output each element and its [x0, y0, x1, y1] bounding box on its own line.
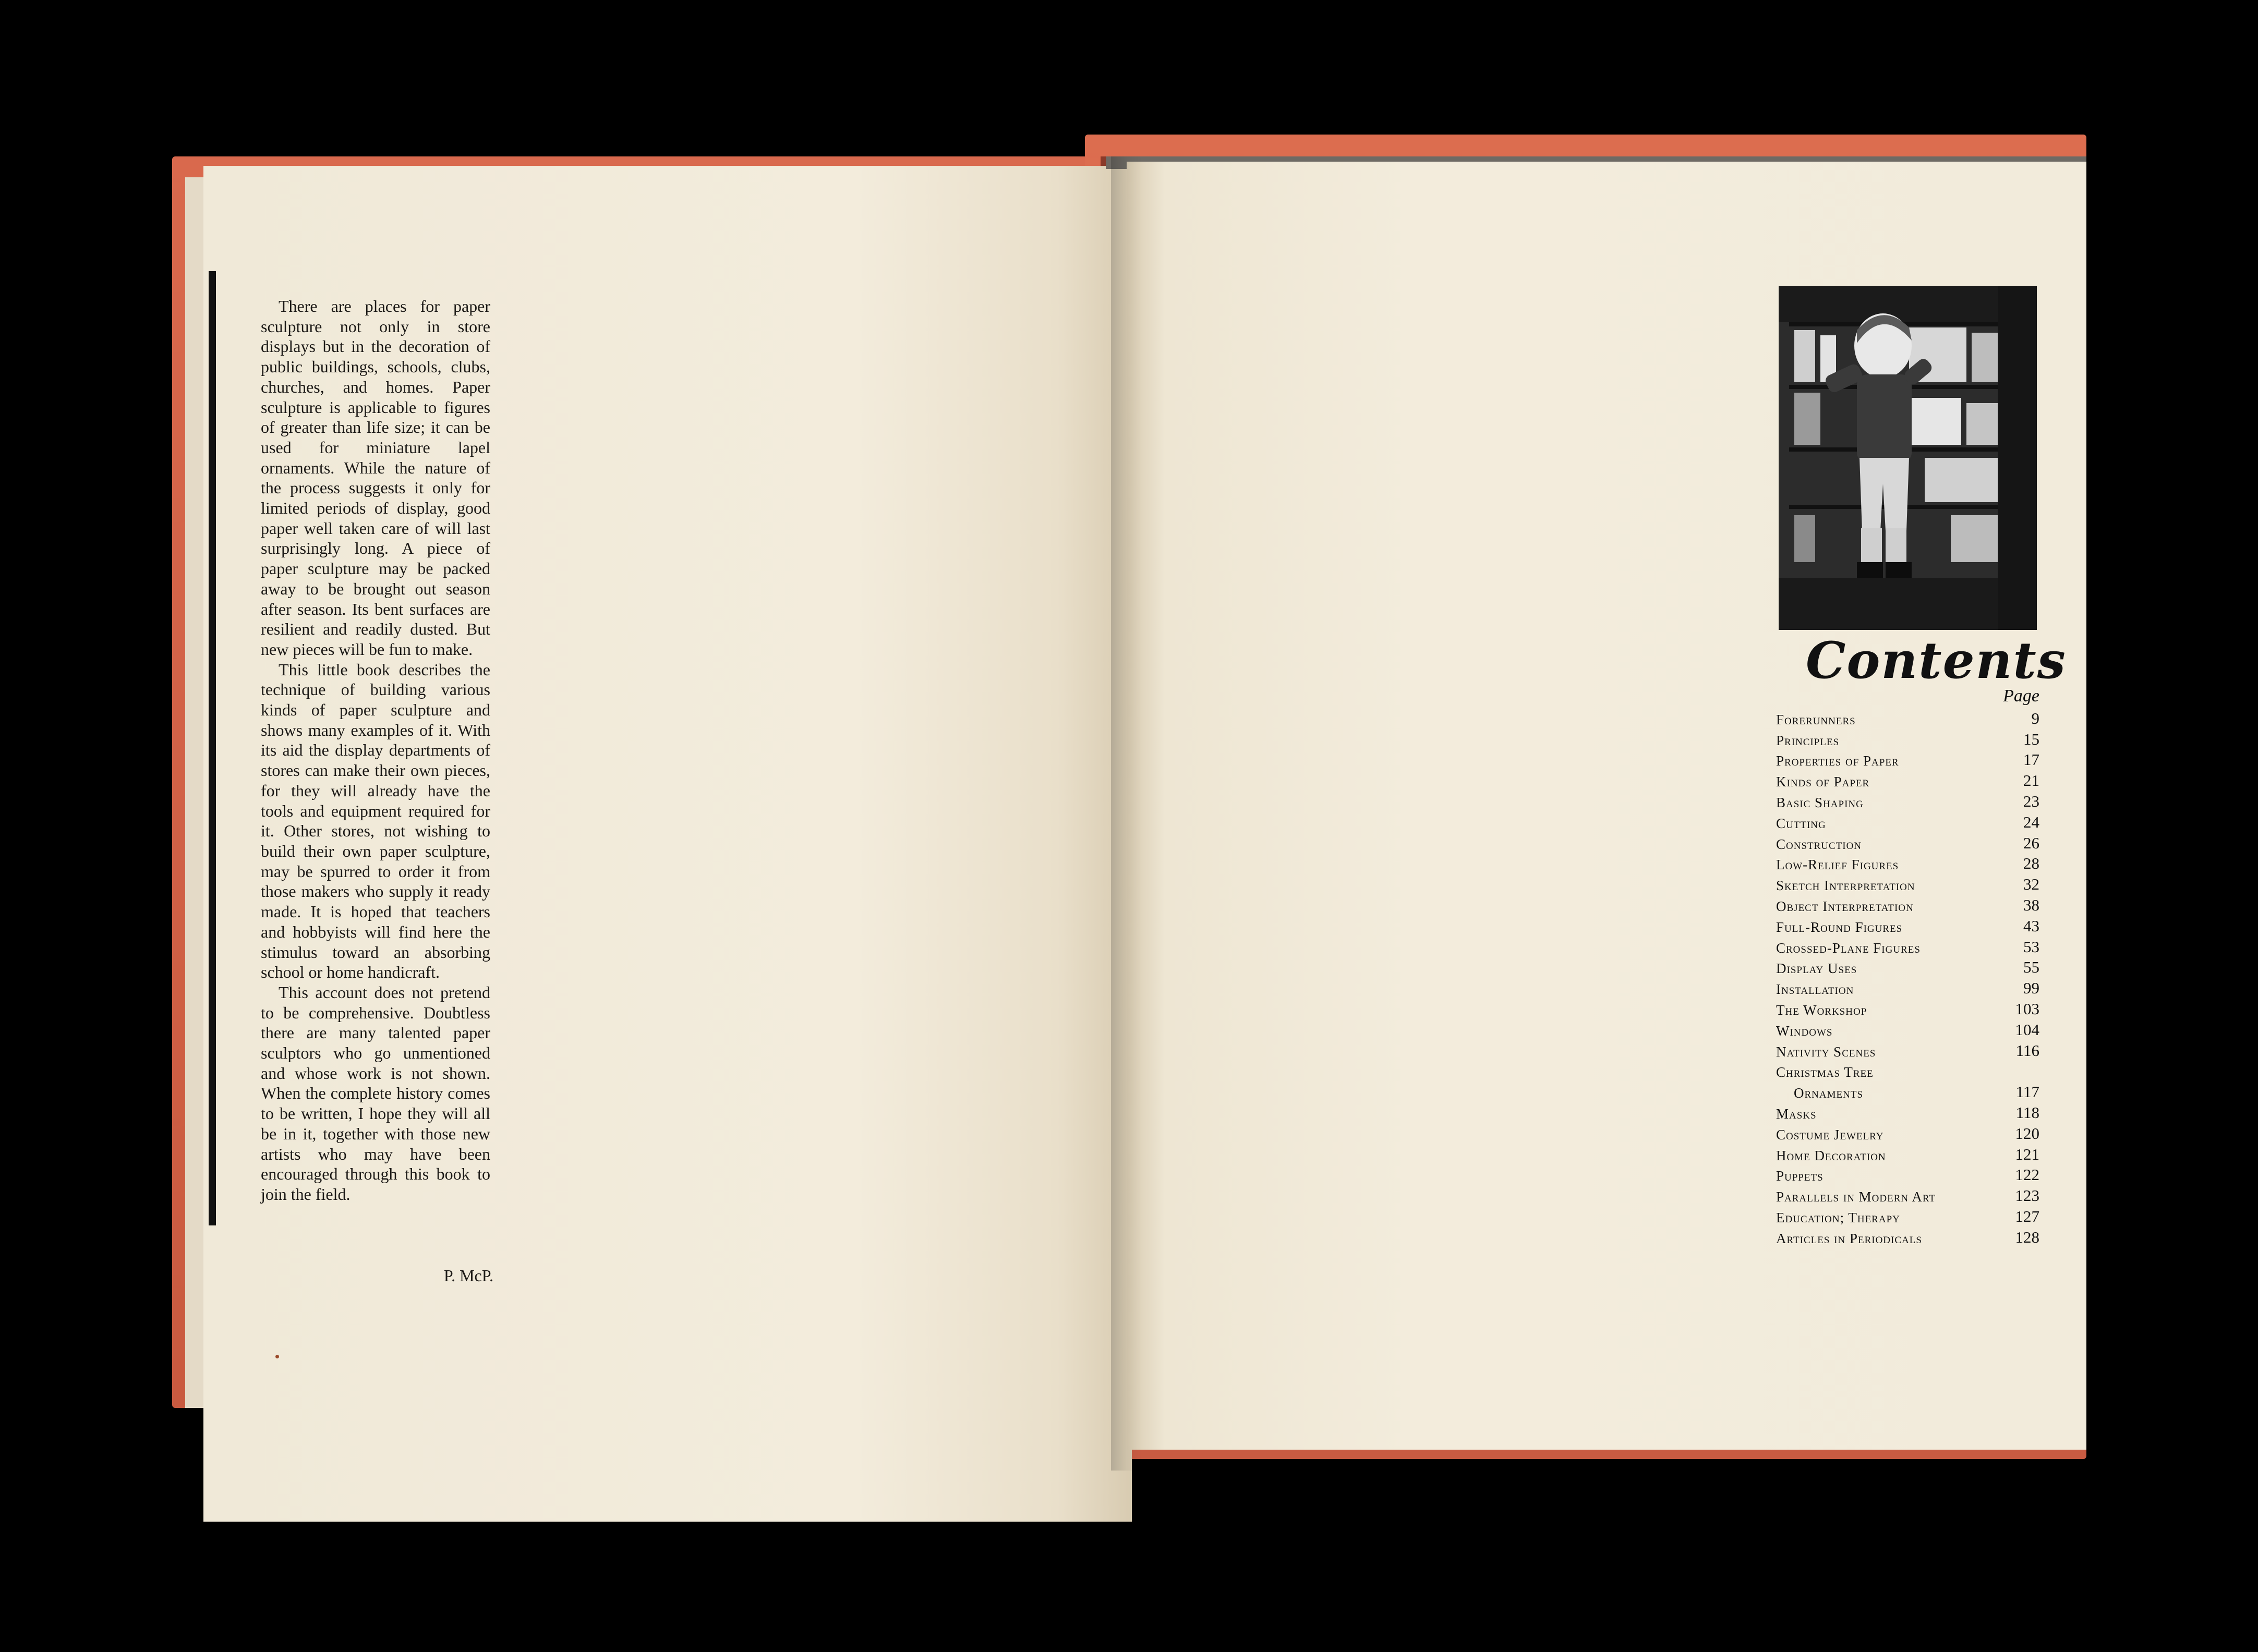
contents-entry-title: Crossed-Plane Figures: [1776, 940, 1921, 956]
contents-entry-title: Education; Therapy: [1776, 1209, 1900, 1225]
contents-entry-title: Object Interpretation: [1776, 898, 1914, 914]
contents-entry: [1776, 1080, 2039, 1101]
page-column-label: Page: [2003, 686, 2039, 706]
contents-entry-page: 99: [2023, 979, 2039, 998]
contents-entry-page: 104: [2015, 1020, 2039, 1039]
contents-entry-title: Puppets: [1776, 1168, 1824, 1184]
contents-entry: [1776, 1122, 2039, 1143]
contents-entry-title: Parallels in Modern Art: [1776, 1189, 1936, 1205]
contents-entry-title: Nativity Scenes: [1776, 1043, 1876, 1060]
contents-entry: [1776, 1226, 2039, 1247]
contents-entry-page: 17: [2023, 750, 2039, 769]
contents-entry: [1776, 1018, 2039, 1039]
contents-entry: [1776, 1101, 2039, 1122]
contents-entry-title: Sketch Interpretation: [1776, 878, 1915, 894]
contents-entry-page: 117: [2015, 1083, 2039, 1101]
paper-speck: [275, 1355, 279, 1358]
contents-entry-title: Installation: [1776, 981, 1854, 998]
contents-heading: Contents: [1806, 631, 2067, 690]
contents-entry-title: Properties of Paper: [1776, 753, 1899, 769]
contents-entry-page: 24: [2023, 812, 2039, 831]
contents-entry-title: Full-Round Figures: [1776, 919, 1903, 935]
contents-entry: [1776, 977, 2039, 998]
contents-entry: [1776, 873, 2039, 894]
contents-entry-page: 122: [2015, 1165, 2039, 1184]
contents-entry: [1776, 1205, 2039, 1226]
contents-entry: [1776, 956, 2039, 977]
contents-entry-page: 55: [2023, 958, 2039, 977]
author-signature: P. McP.: [443, 1266, 493, 1285]
contents-entry-title: Forerunners: [1776, 711, 1856, 727]
contents-entry: [1776, 1039, 2039, 1060]
contents-entry-page: 38: [2023, 895, 2039, 914]
contents-entry: [1776, 707, 2039, 728]
contents-entry-title: Basic Shaping: [1776, 794, 1864, 810]
contents-entry-page: 127: [2015, 1207, 2039, 1225]
page-margin-strip: [209, 271, 216, 1225]
contents-entry: [1776, 1143, 2039, 1164]
contents-entry-page: 103: [2015, 999, 2039, 1018]
contents-entry-title: Ornaments: [1794, 1085, 1864, 1101]
contents-entry: [1776, 936, 2039, 956]
contents-entry: [1776, 915, 2039, 936]
contents-entry-page: 118: [2015, 1103, 2039, 1122]
contents-entry-title: Home Decoration: [1776, 1147, 1886, 1163]
contents-entry-page: 28: [2023, 854, 2039, 873]
contents-entry: [1776, 728, 2039, 749]
contents-entry: [1776, 1184, 2039, 1205]
contents-list: [1776, 707, 2039, 1247]
contents-entry-title: Christmas Tree: [1776, 1064, 1874, 1080]
contents-entry-page: 128: [2015, 1228, 2039, 1246]
contents-entry-page: 53: [2023, 937, 2039, 956]
contents-entry-page: 43: [2023, 916, 2039, 935]
contents-entry: [1776, 790, 2039, 811]
contents-entry-page: 123: [2015, 1186, 2039, 1205]
intro-paragraph: There are places for paper sculpture not only in store displays but in the decoration of public buildings, schools, clubs, churches, and homes. Paper sculpture is applicable to figures of greater than life size; it can be used for miniature lapel ornaments. While the nature of the process suggests it only for limited periods of display, good paper well taken care of will last surprisingly long. A piece of paper sculpture may be packed away to be brought out season after season. Its bent surfaces are resilient and readily dusted. But new pieces will be fun to make.: [261, 297, 490, 659]
contents-entry: [1776, 832, 2039, 853]
gutter-shadow: [1111, 156, 1142, 1471]
contents-entry-page: 32: [2023, 875, 2039, 894]
contents-entry: [1776, 769, 2039, 790]
contents-entry: [1776, 1164, 2039, 1185]
contents-entry: [1776, 853, 2039, 873]
contents-entry-title: Masks: [1776, 1106, 1817, 1122]
contents-entry-page: 15: [2023, 730, 2039, 748]
contents-entry-page: 23: [2023, 792, 2039, 810]
contents-photograph: [1779, 286, 2037, 630]
contents-entry-title: The Workshop: [1776, 1002, 1867, 1018]
intro-text: [261, 296, 490, 1287]
contents-entry-page: 121: [2015, 1145, 2039, 1163]
intro-paragraph: This account does not pretend to be comprehensive. Doubtless there are many talented paper sculptors who go unmentioned and whose work is not shown. When the complete history comes to be written, I hope they will all be in it, together with those new artists who may have been encouraged through this book to join the field.: [261, 982, 490, 1204]
photo-illustration: [1779, 286, 2037, 630]
contents-entry-title: Windows: [1776, 1023, 1833, 1039]
contents-entry-title: Cutting: [1776, 815, 1826, 831]
contents-entry-title: Articles in Periodicals: [1776, 1230, 1922, 1246]
contents-entry: [1776, 749, 2039, 770]
contents-entry-page: 116: [2015, 1041, 2039, 1060]
contents-entry-page: 26: [2023, 833, 2039, 852]
contents-entry-title: Kinds of Paper: [1776, 774, 1870, 790]
page-edges: [185, 177, 206, 1408]
contents-entry-page: 120: [2015, 1124, 2039, 1143]
contents-entry-title: Principles: [1776, 732, 1840, 748]
contents-entry-page: 9: [2031, 709, 2039, 727]
contents-entry-page: 21: [2023, 771, 2039, 790]
contents-entry-title: Costume Jewelry: [1776, 1126, 1884, 1143]
contents-entry-title: Low-Relief Figures: [1776, 857, 1899, 873]
intro-paragraph: This little book describes the technique of building various kinds of paper sculpture and shows many examples of it. With its aid the display departments of stores can make their own pieces, for they will already have the tools and equipment required for it. Other stores, not wishing to build their own paper sculpture, may be spurred to order it from those makers who supply it ready made. It is hoped that teachers and hobbyists will find here the stimulus toward an absorbing school or home handicraft.: [261, 660, 490, 982]
contents-entry-title: Display Uses: [1776, 961, 1857, 977]
contents-entry: [1776, 811, 2039, 832]
contents-entry-title: Construction: [1776, 836, 1862, 852]
contents-entry: [1776, 998, 2039, 1018]
contents-entry: [1776, 894, 2039, 915]
contents-entry: [1776, 1060, 2039, 1081]
